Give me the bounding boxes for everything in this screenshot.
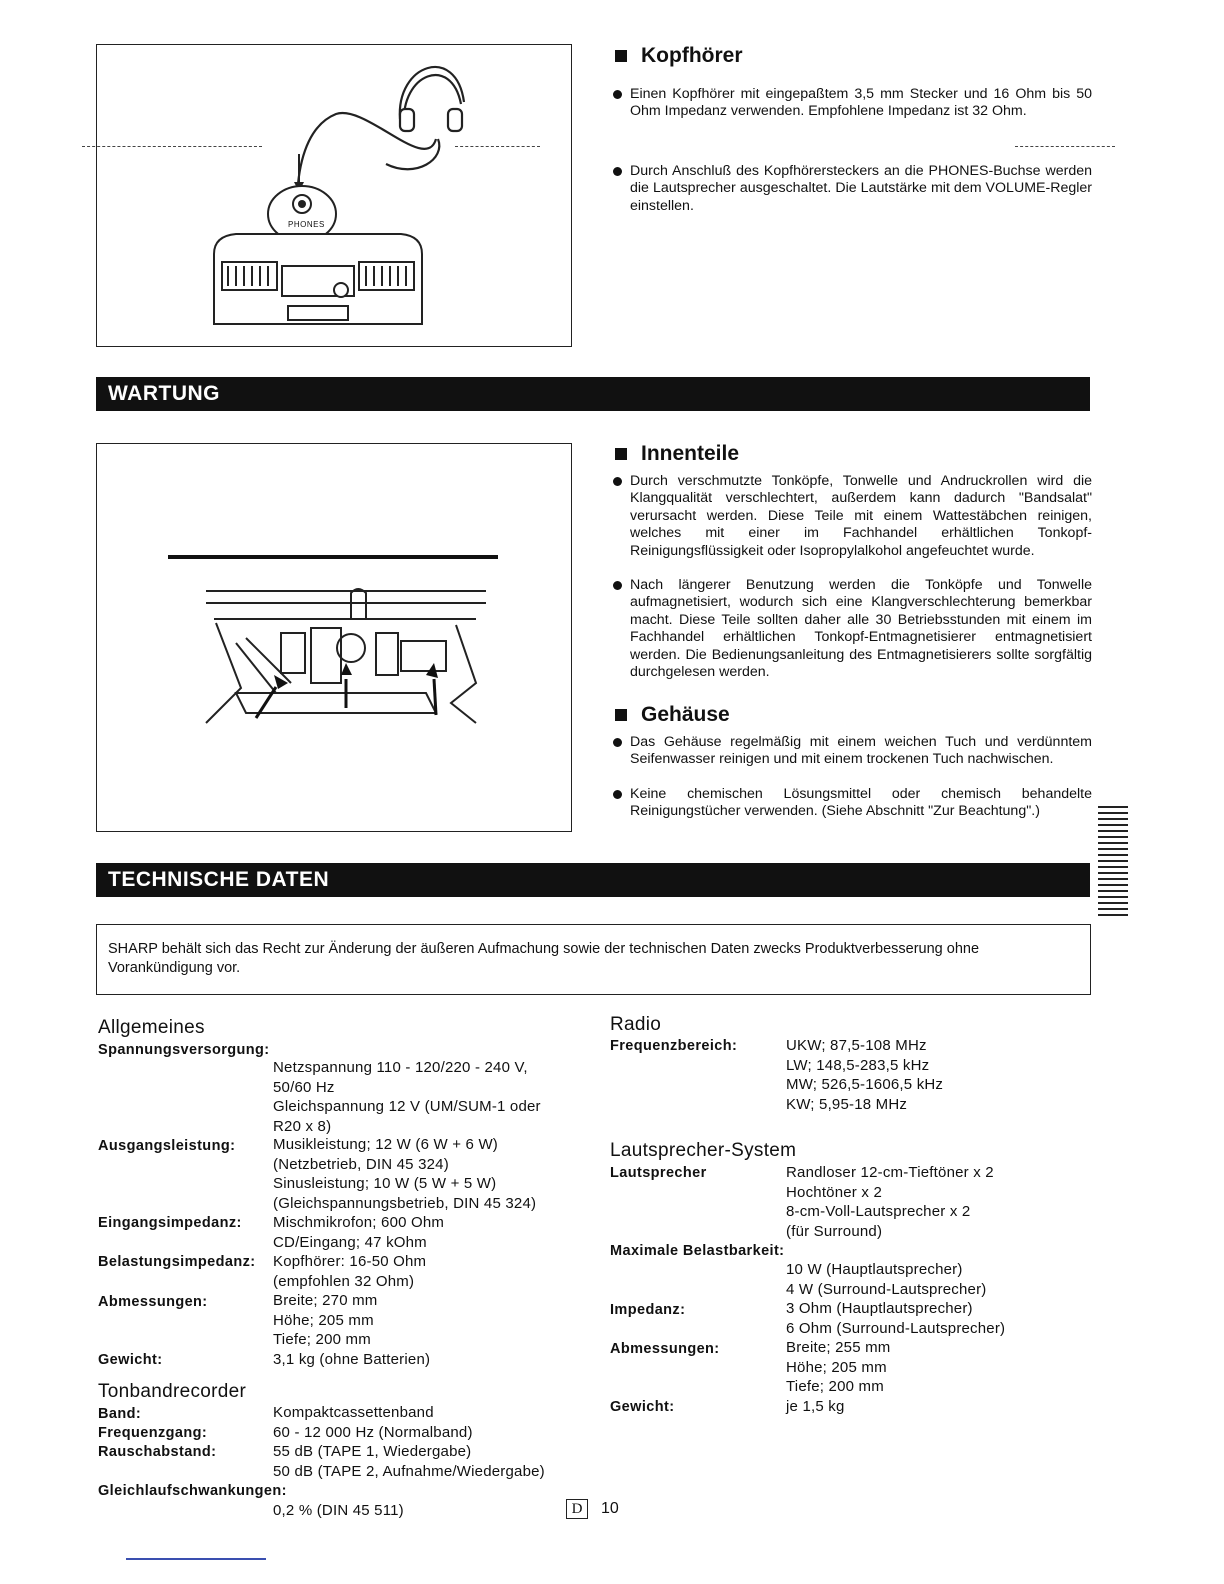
maximale-belastbarkeit-value: 10 W (Hauptlautsprecher) 4 W (Surround-Lautsprecher) [786, 1261, 987, 1298]
bullet-dot-icon [613, 790, 622, 799]
ls-abmessungen-label: Abmessungen: [610, 1341, 720, 1357]
wartung-banner-title: WARTUNG [108, 382, 220, 405]
lautsprecher-value: Randloser 12-cm-Tieftöner x 2 Hochtöner x 2 8-cm-Voll-Lautsprecher x 2 (für Surround) [786, 1164, 994, 1240]
frequenzgang-value: 60 - 12 000 Hz (Normalband) [273, 1424, 473, 1441]
bullet-dot-icon [613, 738, 622, 747]
ls-gewicht-value: je 1,5 kg [786, 1398, 845, 1415]
bullet-dot-icon [613, 90, 622, 99]
gleichlauf-label: Gleichlaufschwankungen: [98, 1483, 287, 1499]
innenteile-bullet-2: Nach längerer Benutzung werden die Tonköpfe und Tonwelle aufmagnetisiert, wodurch sich eine Klangverschlechterung bemerkbar macht. Diese Teile sollten daher alle 30 Betriebsstunden mit einem im Fachhandel erhältlichen Tonkopf-Entmagnetisierer entmagnetisiert werden. Die Bedienungsanleitung des Entmagnetisierers sollte sorgfältig durchgelesen werden. [630, 577, 1092, 681]
lautsprecher-label: Lautsprecher [610, 1165, 707, 1181]
dashed-line-right-text [1015, 146, 1115, 147]
allgemeines-title: Allgemeines [98, 1017, 205, 1038]
lautsprecher-title: Lautsprecher-System [610, 1140, 797, 1161]
abmessungen-value: Breite; 270 mm Höhe; 205 mm Tiefe; 200 mm [273, 1292, 378, 1349]
spannung-value: Netzspannung 110 - 120/220 - 240 V, 50/60 Hz Gleichspannung 12 V (UM/SUM-1 oder R20 x 8) [273, 1059, 541, 1135]
bullet-dot-icon [613, 477, 622, 486]
gewicht-value: 3,1 kg (ohne Batterien) [273, 1351, 431, 1368]
kopfhoerer-bullet-2: Durch Anschluß des Kopfhörersteckers an die PHONES-Buchse werden die Lautsprecher ausgeschaltet. Die Lautstärke mit dem VOLUME-Regler einstellen. [630, 163, 1092, 215]
tonband-title: Tonbandrecorder [98, 1381, 247, 1402]
belastung-label: Belastungsimpedanz: [98, 1254, 256, 1270]
radio-frequenzbereich-value: UKW; 87,5-108 MHz LW; 148,5-283,5 kHz MW; 526,5-1606,5 kHz KW; 5,95-18 MHz [786, 1037, 944, 1113]
innenteile-bullet-1: Durch verschmutzte Tonköpfe, Tonwelle und Andruckrollen wird die Klangqualität verschlechtert, außerdem kann dadurch "Bandsalat" verursacht werden. Diese Teile mit einem Wattestäbchen reinigen, welches mit einer im Fachhandel erhältlichen Tonkopf-Reinigungsflüssigkeit oder Isopropylalkohol angefeuchtet wurde. [630, 473, 1092, 560]
band-value: Kompaktcassettenband [273, 1404, 434, 1421]
technische-daten-banner [96, 863, 1090, 897]
language-code: D [571, 1500, 583, 1517]
heading-square-icon [615, 448, 627, 460]
phones-jack-label: PHONES [288, 220, 325, 229]
ausgang-value: Musikleistung; 12 W (6 W + 6 W) (Netzbetrieb, DIN 45 324) Sinusleistung; 10 W (5 W + 5 W) (Gleichspannungsbetrieb, DIN 45 324) [273, 1136, 537, 1212]
band-label: Band: [98, 1406, 142, 1422]
eingang-value: Mischmikrofon; 600 Ohm CD/Eingang; 47 kOhm [273, 1214, 445, 1251]
headphones-boombox-illustration [96, 44, 572, 347]
ausgang-label: Ausgangsleistung: [98, 1138, 236, 1154]
impedanz-label: Impedanz: [610, 1302, 686, 1318]
section-tab-marker [1098, 804, 1128, 920]
ls-abmessungen-value: Breite; 255 mm Höhe; 205 mm Tiefe; 200 mm [786, 1339, 891, 1396]
bullet-dot-icon [613, 167, 622, 176]
eingang-label: Eingangsimpedanz: [98, 1215, 242, 1231]
wartung-banner [96, 377, 1090, 411]
headphones-icon [298, 67, 464, 184]
maximale-belastbarkeit-label: Maximale Belastbarkeit: [610, 1243, 785, 1259]
language-box [566, 1499, 588, 1519]
technische-daten-banner-title: TECHNISCHE DATEN [108, 868, 330, 891]
heading-square-icon [615, 709, 627, 721]
impedanz-value: 3 Ohm (Hauptlautsprecher) 6 Ohm (Surround-Lautsprecher) [786, 1300, 1006, 1337]
gewicht-label: Gewicht: [98, 1352, 163, 1368]
frequenzgang-label: Frequenzgang: [98, 1425, 208, 1441]
notice-text: SHARP behält sich das Recht zur Änderung der äußeren Aufmachung sowie der technischen Daten zwecks Produktverbesserung ohne Vorankündigung vor. [108, 941, 980, 976]
abmessungen-label: Abmessungen: [98, 1294, 208, 1310]
kopfhoerer-heading [615, 44, 743, 68]
gehaeuse-title: Gehäuse [641, 703, 730, 726]
gehaeuse-heading [615, 703, 730, 727]
gleichlauf-value: 0,2 % (DIN 45 511) [273, 1502, 404, 1519]
rauschabstand-value: 55 dB (TAPE 1, Wiedergabe) 50 dB (TAPE 2, Aufnahme/Wiedergabe) [273, 1443, 545, 1480]
innenteile-title: Innenteile [641, 442, 740, 465]
bullet-dot-icon [613, 581, 622, 590]
rauschabstand-label: Rauschabstand: [98, 1444, 217, 1460]
spannung-label: Spannungsversorgung: [98, 1042, 270, 1058]
heading-square-icon [615, 50, 627, 62]
kopfhoerer-bullet-1: Einen Kopfhörer mit eingepaßtem 3,5 mm Stecker und 16 Ohm bis 50 Ohm Impedanz verwenden. Empfohlene Impedanz ist 32 Ohm. [630, 86, 1092, 121]
gehaeuse-bullet-1: Das Gehäuse regelmäßig mit einem weichen Tuch und verdünntem Seifenwasser reinigen und mit einem trockenen Tuch nachwischen. [630, 734, 1092, 769]
ls-gewicht-label: Gewicht: [610, 1399, 675, 1415]
kopfhoerer-title: Kopfhörer [641, 44, 743, 67]
belastung-value: Kopfhörer: 16-50 Ohm (empfohlen 32 Ohm) [273, 1253, 427, 1290]
radio-title: Radio [610, 1014, 662, 1035]
page-number: 10 [601, 1500, 619, 1517]
gehaeuse-bullet-2: Keine chemischen Lösungsmittel oder chemisch behandelte Reinigungstücher verwenden. (Siehe Abschnitt "Zur Beachtung".) [630, 786, 1092, 821]
tape-head-illustration [96, 443, 572, 832]
innenteile-heading [615, 442, 739, 466]
footer-rule [126, 1558, 266, 1560]
radio-frequenzbereich-label: Frequenzbereich: [610, 1038, 738, 1054]
